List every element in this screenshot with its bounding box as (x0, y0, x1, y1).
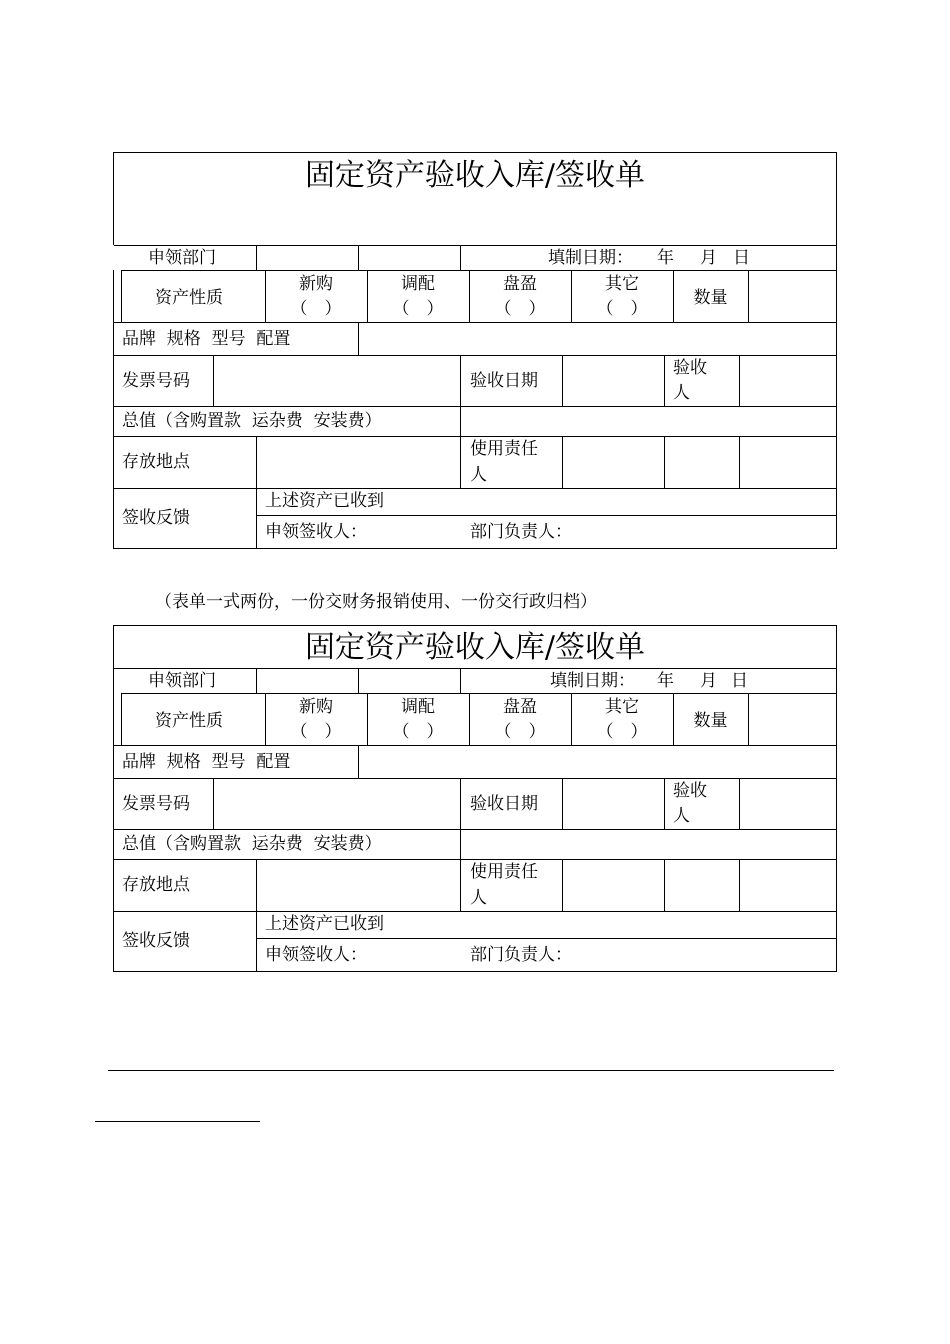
form-note: （表单一式两份，一份交财务报销使用、一份交行政归档） (155, 592, 597, 612)
quantity-label: 数量 (693, 288, 728, 308)
dept-label: 申领部门 (148, 248, 216, 268)
option-surplus-paren: （ ） (494, 299, 546, 319)
signer-label: 申领签收人： (265, 522, 367, 542)
acceptance-form-1 (113, 152, 837, 549)
invoice-label: 发票号码 (122, 371, 190, 391)
total-label: 总值（含购置款 运杂费 安装费） (122, 834, 382, 854)
acceptor-label-line1: 验收 (673, 781, 707, 801)
accept-date-label: 验收日期 (470, 794, 538, 814)
dept-head-label: 部门负责人： (470, 522, 572, 542)
location-label: 存放地点 (122, 875, 190, 895)
fill-date-label: 填制日期： (550, 671, 635, 691)
year-label: 年 (657, 671, 674, 691)
location-label: 存放地点 (122, 452, 190, 472)
form-title: 固定资产验收入库/签收单 (304, 630, 646, 665)
option-transfer-label: 调配 (401, 274, 435, 294)
day-label: 日 (733, 248, 750, 268)
feedback-label: 签收反馈 (122, 931, 190, 951)
brand-label: 品牌 规格 型号 配置 (122, 752, 291, 772)
form-title: 固定资产验收入库/签收单 (304, 158, 646, 193)
user-label-line1: 使用责任 (470, 439, 538, 459)
option-other-paren: （ ） (596, 722, 648, 742)
nature-label: 资产性质 (155, 288, 223, 308)
fill-date-label: 填制日期： (548, 248, 633, 268)
quantity-label: 数量 (693, 711, 728, 731)
divider-line (108, 1070, 834, 1071)
option-transfer-paren: （ ） (392, 722, 444, 742)
accept-date-label: 验收日期 (470, 371, 538, 391)
dept-label: 申领部门 (148, 671, 216, 691)
option-surplus-label: 盘盈 (503, 274, 537, 294)
received-text: 上述资产已收到 (265, 491, 384, 511)
acceptor-label-line2: 人 (673, 383, 690, 403)
acceptor-label-line2: 人 (673, 806, 690, 826)
day-label: 日 (731, 671, 748, 691)
option-other-paren: （ ） (596, 299, 648, 319)
signer-label: 申领签收人： (265, 945, 367, 965)
invoice-label: 发票号码 (122, 794, 190, 814)
month-label: 月 (700, 248, 717, 268)
option-surplus-paren: （ ） (494, 722, 546, 742)
total-label: 总值（含购置款 运杂费 安装费） (122, 411, 382, 431)
feedback-label: 签收反馈 (122, 508, 190, 528)
user-label-line2: 人 (470, 465, 487, 485)
received-text: 上述资产已收到 (265, 914, 384, 934)
divider-line-short (95, 1121, 260, 1122)
option-other-label: 其它 (605, 274, 639, 294)
option-new-label: 新购 (299, 697, 333, 717)
month-label: 月 (700, 671, 717, 691)
option-transfer-label: 调配 (401, 697, 435, 717)
dept-head-label: 部门负责人： (470, 945, 572, 965)
nature-label: 资产性质 (155, 711, 223, 731)
acceptor-label-line1: 验收 (673, 358, 707, 378)
year-label: 年 (657, 248, 674, 268)
form-border (113, 152, 837, 549)
option-new-paren: （ ） (290, 722, 342, 742)
acceptance-form-2 (113, 625, 837, 972)
user-label-line2: 人 (470, 888, 487, 908)
option-new-label: 新购 (299, 274, 333, 294)
option-transfer-paren: （ ） (392, 299, 444, 319)
user-label-line1: 使用责任 (470, 862, 538, 882)
option-surplus-label: 盘盈 (503, 697, 537, 717)
option-other-label: 其它 (605, 697, 639, 717)
brand-label: 品牌 规格 型号 配置 (122, 329, 291, 349)
option-new-paren: （ ） (290, 299, 342, 319)
